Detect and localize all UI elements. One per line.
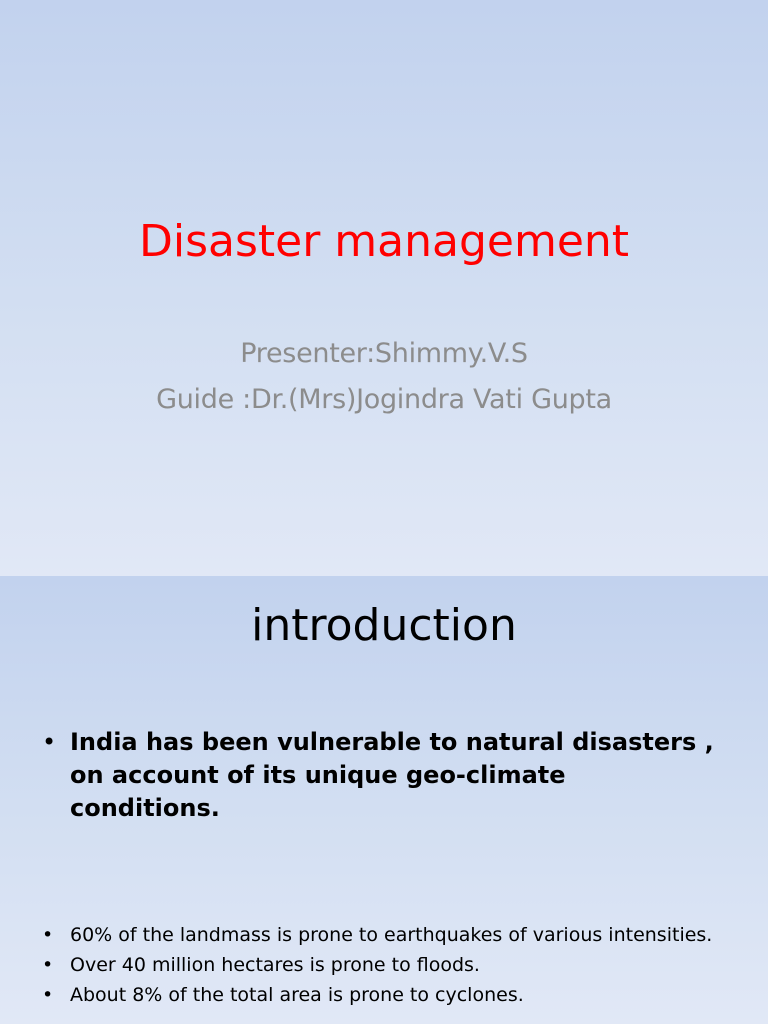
presentation-title: Disaster management xyxy=(138,216,630,267)
list-item xyxy=(40,922,730,948)
list-item-text: About 8% of the total area is prone to cyclones. xyxy=(70,984,524,1006)
introduction-slide xyxy=(0,576,768,1024)
main-bullet-text: India has been vulnerable to natural disasters , on account of its unique geo-climate conditions. xyxy=(70,728,714,822)
main-bullet xyxy=(40,726,720,825)
bullet-list xyxy=(40,922,730,1012)
bullet-icon: • xyxy=(42,924,54,946)
presenter-line: Presenter:Shimmy.V.S xyxy=(240,338,528,369)
slide-title: introduction xyxy=(251,600,517,651)
bullet-icon: • xyxy=(42,984,54,1006)
guide-line: Guide :Dr.(Mrs)Jogindra Vati Gupta xyxy=(156,384,612,415)
bullet-icon: • xyxy=(42,954,54,976)
list-item-text: 60% of the landmass is prone to earthquakes of various intensities. xyxy=(70,924,713,946)
bullet-icon: • xyxy=(42,728,57,756)
list-item-text: Over 40 million hectares is prone to floods. xyxy=(70,954,480,976)
list-item xyxy=(40,952,730,978)
main-bullet-row xyxy=(40,726,720,825)
list-item xyxy=(40,982,730,1008)
